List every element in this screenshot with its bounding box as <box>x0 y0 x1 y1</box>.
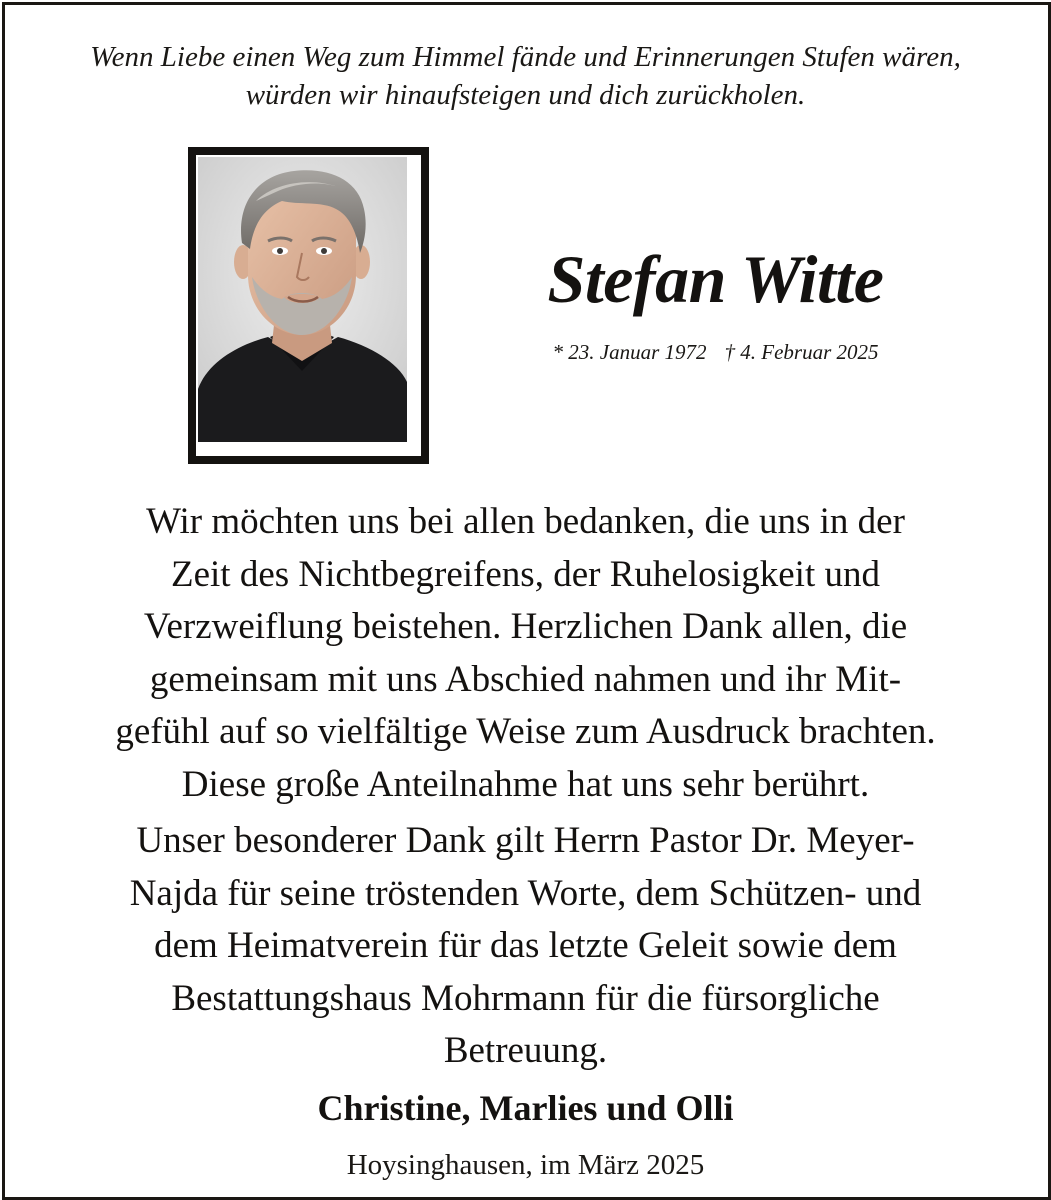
portrait-photo <box>198 157 407 442</box>
portrait-frame <box>188 147 429 464</box>
death-date: † 4. Februar 2025 <box>724 340 879 364</box>
thanks-line: Zeit des Nichtbegreifens, der Ruhelosigkeit und <box>171 553 880 595</box>
thanks-line: gefühl auf so vielfältige Weise zum Ausdruck brachten. <box>115 711 936 752</box>
birth-date: * 23. Januar 1972 <box>552 340 707 364</box>
deceased-name: Stefan Witte <box>547 241 884 317</box>
place-date: Hoysinghausen, im März 2025 <box>346 1149 705 1181</box>
thanks-line: dem Heimatverein für das letzte Geleit sowie dem <box>154 925 897 966</box>
thanks-line: Diese große Anteilnahme hat uns sehr berührt. <box>181 763 870 805</box>
signers: Christine, Marlies und Olli <box>317 1088 734 1128</box>
thanks-line: Najda für seine tröstenden Worte, dem Schützen- und <box>129 872 922 914</box>
portrait-mat <box>196 155 421 456</box>
life-dates <box>430 337 1001 367</box>
thanks-line: Wir möchten uns bei allen bedanken, die uns in der <box>146 501 905 542</box>
thanks-line: Unser besonderer Dank gilt Herrn Pastor Dr. Meyer- <box>136 820 915 861</box>
motto-line-2: würden wir hinaufsteigen und dich zurückholen. <box>245 79 806 111</box>
motto-line-1: Wenn Liebe einen Weg zum Himmel fände und Erinnerungen Stufen wären, <box>90 41 961 73</box>
thanks-paragraph-2 <box>0 815 1051 1078</box>
thanks-line: gemeinsam mit uns Abschied nahmen und ihr Mit- <box>149 658 902 700</box>
thanks-paragraph-1 <box>0 496 1051 811</box>
thanks-line: Verzweiflung beistehen. Herzlichen Dank allen, die <box>143 606 908 647</box>
thanks-line: Betreuung. <box>443 1030 608 1071</box>
thanks-line: Bestattungshaus Mohrmann für die fürsorgliche <box>171 977 880 1019</box>
